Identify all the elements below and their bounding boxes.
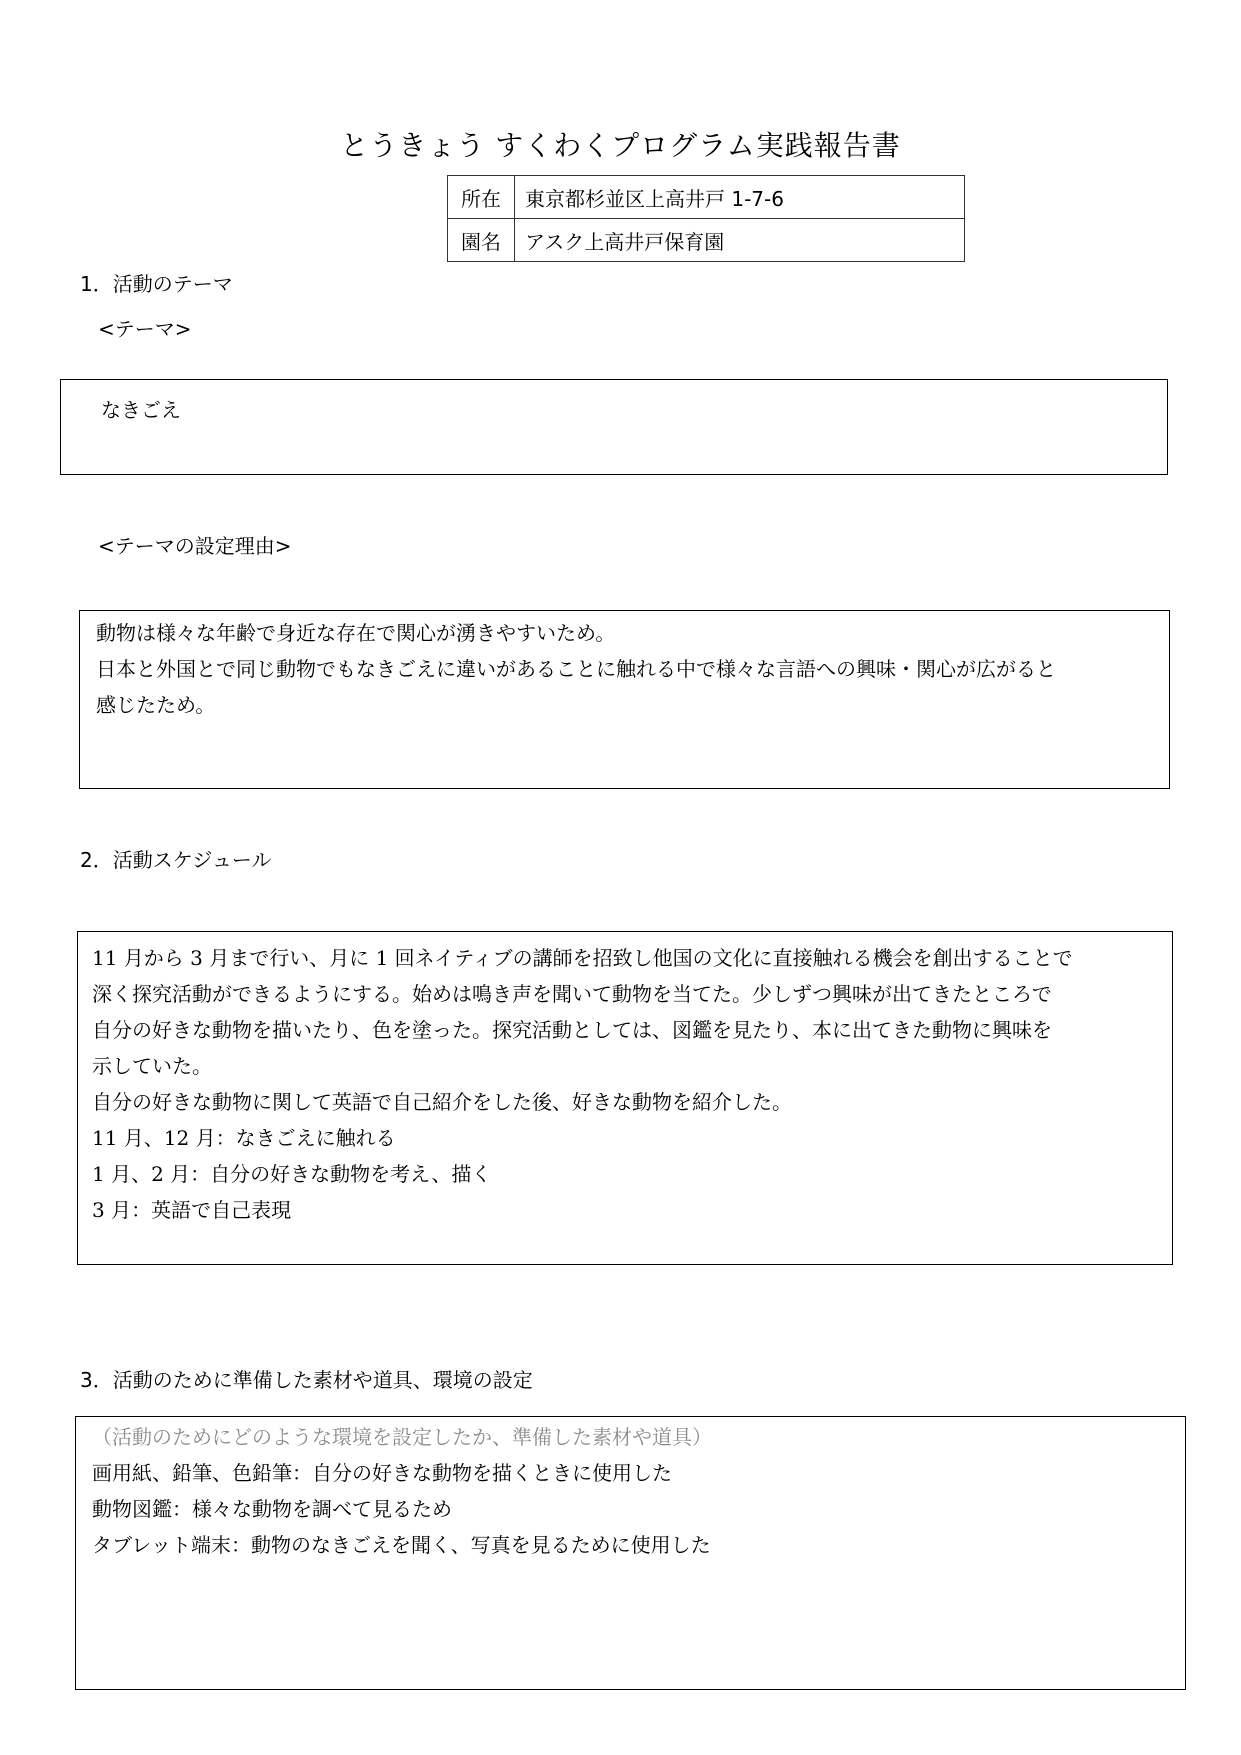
facility-info-table [447,175,965,262]
materials-line: 画用紙、鉛筆、色鉛筆：自分の好きな動物を描くときに使用した [92,1461,672,1485]
facility-name-value: アスク上高井戸保育園 [515,219,965,262]
materials-box [75,1416,1186,1690]
schedule-line: 11 月、12 月：なきごえに触れる [92,1126,396,1150]
theme-reason-label: <テーマの設定理由> [98,534,292,558]
location-value: 東京都杉並区上高井戸 1-7-6 [515,176,965,219]
schedule-line: 11 月から 3 月まで行い、月に 1 回ネイティブの講師を招致し他国の文化に直接触れる機会を創出することで [92,946,1073,970]
reason-line: 動物は様々な年齢で身近な存在で関心が湧きやすいため。 [96,621,616,645]
location-label: 所在 [448,176,515,219]
table-row [448,176,965,219]
schedule-line: 示していた。 [92,1054,212,1078]
schedule-line: 3 月：英語で自己表現 [92,1198,292,1222]
reason-line: 日本と外国とで同じ動物でもなきごえに違いがあることに触れる中で様々な言語への興味・関心が広がると [96,657,1056,681]
theme-label: <テーマ> [98,317,192,341]
materials-line: 動物図鑑：様々な動物を調べて見るため [92,1497,452,1521]
section2-heading: 2．活動スケジュール [80,848,272,872]
facility-name-label: 園名 [448,219,515,262]
section3-heading: 3．活動のために準備した素材や道具、環境の設定 [80,1368,533,1392]
theme-box [60,379,1168,475]
report-title: とうきょう すくわくプログラム実践報告書 [340,129,901,162]
schedule-line: 深く探究活動ができるようにする。始めは鳴き声を聞いて動物を当てた。少しずつ興味が出てきたところで [92,982,1052,1006]
schedule-line: 自分の好きな動物を描いたり、色を塗った。探究活動としては、図鑑を見たり、本に出てきた動物に興味を [92,1018,1052,1042]
theme-reason-box [79,610,1170,789]
materials-hint: （活動のためにどのような環境を設定したか、準備した素材や道具） [92,1425,712,1449]
materials-line: タブレット端末：動物のなきごえを聞く、写真を見るために使用した [92,1533,711,1557]
schedule-line: 自分の好きな動物に関して英語で自己紹介をした後、好きな動物を紹介した。 [92,1090,792,1114]
section1-heading: 1．活動のテーマ [80,272,233,296]
schedule-box [77,931,1173,1265]
schedule-line: 1 月、2 月：自分の好きな動物を考え、描く [92,1162,492,1186]
theme-value: なきごえ [101,398,181,422]
table-row [448,219,965,262]
reason-line: 感じたため。 [96,693,216,717]
